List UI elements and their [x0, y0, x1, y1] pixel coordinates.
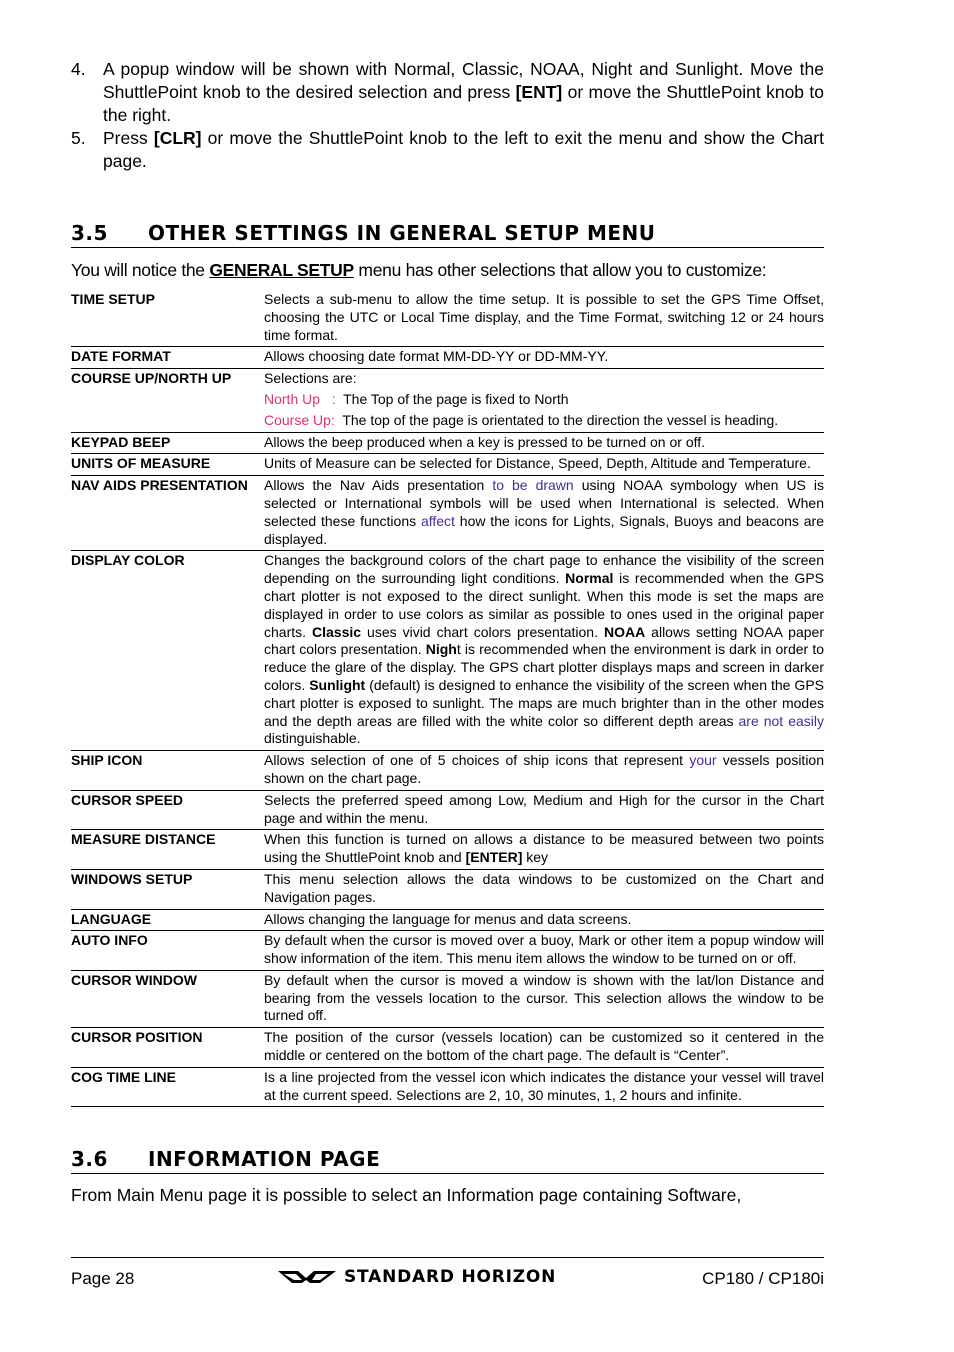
- section-number: 3.5: [71, 221, 108, 245]
- setting-name: COURSE UP/NORTH UP: [71, 369, 264, 432]
- setting-name: NAV AIDS PRESENTATION: [71, 476, 264, 551]
- text-run: Allows selection of one of 5 choices of ship icons that represent: [264, 752, 690, 769]
- setting-description: [264, 970, 824, 1027]
- standard-horizon-logo-icon: [276, 1268, 338, 1286]
- highlighted-text: to be drawn: [492, 477, 574, 494]
- section-number: 3.6: [71, 1147, 108, 1172]
- setting-row: [71, 369, 824, 432]
- page-footer: [71, 1257, 824, 1298]
- text-run: t is recommended when the environment is dark in order to reduce the glare of the display. The GPS chart plotter displays maps and screen in darker colors.: [264, 641, 824, 693]
- setting-row: [71, 551, 824, 751]
- highlighted-text: your: [689, 752, 717, 769]
- text-run: key: [522, 849, 549, 866]
- setting-name: DISPLAY COLOR: [71, 551, 264, 751]
- text-run: Allows choosing date format MM-DD-YY or DD-MM-YY.: [264, 348, 609, 365]
- setting-row: [71, 1067, 824, 1107]
- setting-row: [71, 931, 824, 971]
- text-run: (default) is designed to enhance the visibility of the screen when the GPS chart plotter is exposed to sunlight. The maps are much brighter than in the other modes and the depth areas are filled with the white color so different depth areas: [264, 676, 824, 729]
- bold-text: Normal: [565, 570, 614, 587]
- text-run: Selections are:: [264, 370, 357, 387]
- setting-description: [264, 931, 824, 971]
- text-run: using NOAA symbology when US is selected or International symbols will be used when International is selected. When selected these functions: [264, 477, 824, 529]
- brand-logo: [276, 1267, 556, 1287]
- section-intro: [71, 260, 824, 281]
- text-run: Allows changing the language for menus and data screens.: [264, 910, 632, 927]
- setting-row: [71, 347, 824, 369]
- numbered-steps: [71, 58, 824, 173]
- option-line: [264, 391, 824, 409]
- setting-description: [264, 1067, 824, 1107]
- bold-text: [ENT]: [515, 82, 563, 102]
- option-label: Course Up:: [264, 411, 335, 428]
- intro-text: You will notice the: [71, 260, 210, 280]
- setting-row: [71, 909, 824, 931]
- step-item: [71, 58, 824, 127]
- setting-description: [264, 454, 824, 476]
- step-number: 5.: [71, 128, 86, 148]
- setting-name: MEASURE DISTANCE: [71, 830, 264, 870]
- section-title: OTHER SETTINGS IN GENERAL SETUP MENU: [148, 221, 656, 245]
- option-text: The top of the page is orientated to the direction the vessel is heading.: [334, 411, 779, 428]
- text-run: how the icons for Lights, Signals, Buoys and beacons are displayed.: [264, 512, 824, 547]
- text-run: Press: [103, 128, 154, 148]
- text-run: Changes the background colors of the chart page to enhance the visibility of the screen depending on the surrounding light conditions.: [264, 552, 824, 587]
- setting-row: [71, 869, 824, 909]
- setting-name: KEYPAD BEEP: [71, 432, 264, 454]
- page-number: Page 28: [71, 1269, 135, 1288]
- text-run: Is a line projected from the vessel icon which indicates the distance your vessel will travel at the current speed. Selections are 2, 10, 30 minutes, 1, 2 hours and infinite.: [264, 1068, 824, 1103]
- text-run: By default when the cursor is moved over a buoy, Mark or other item a popup window will show information of the item. This menu item allows the window to be turned on or off.: [264, 932, 824, 967]
- step-text: [103, 58, 824, 127]
- setting-name: LANGUAGE: [71, 909, 264, 931]
- bold-text: Sunlight: [309, 676, 366, 693]
- option-label: North Up :: [264, 390, 336, 407]
- setting-name: UNITS OF MEASURE: [71, 454, 264, 476]
- text-run: Selects a sub-menu to allow the time setup. It is possible to set the GPS Time Offset, choosing the UTC or Local Time display, and the Time Format, switching 12 or 24 hours time format.: [264, 291, 824, 343]
- text-run: or move the ShuttlePoint knob to the left to exit the menu and show the Chart page.: [103, 128, 824, 171]
- setting-row: [71, 476, 824, 551]
- setting-name: CURSOR SPEED: [71, 790, 264, 830]
- setting-description: [264, 347, 824, 369]
- document-page: [71, 58, 824, 1206]
- setting-row: [71, 432, 824, 454]
- step-number: 4.: [71, 59, 86, 79]
- text-run: A popup window will be shown with Normal, Classic, NOAA, Night and Sunlight. Move the ShuttlePoint knob to the desired selection and press: [103, 59, 824, 102]
- setting-row: [71, 830, 824, 870]
- general-setup-label: GENERAL SETUP: [209, 260, 354, 280]
- setting-name: SHIP ICON: [71, 751, 264, 791]
- step-text: [103, 127, 824, 173]
- setting-description: [264, 790, 824, 830]
- setting-description: [264, 476, 824, 551]
- text-run: Selects the preferred speed among Low, Medium and High for the cursor in the Chart page and within the menu.: [264, 791, 824, 826]
- bold-text: [CLR]: [153, 128, 202, 148]
- setting-row: [71, 790, 824, 830]
- highlighted-text: affect: [420, 512, 455, 529]
- setting-name: TIME SETUP: [71, 290, 264, 347]
- highlighted-text: are not easily: [738, 712, 824, 729]
- setting-name: AUTO INFO: [71, 931, 264, 971]
- setting-name: CURSOR POSITION: [71, 1028, 264, 1068]
- section-heading-3-6: [71, 1147, 824, 1174]
- settings-table: [71, 290, 824, 1107]
- setting-name: WINDOWS SETUP: [71, 869, 264, 909]
- setting-row: [71, 454, 824, 476]
- section-lead: From Main Menu page it is possible to select an Information page containing Software,: [71, 1185, 742, 1206]
- option-line: [264, 412, 824, 430]
- setting-name: DATE FORMAT: [71, 347, 264, 369]
- brand-name: STANDARD HORIZON: [344, 1267, 557, 1287]
- text-run: This menu selection allows the data windows to be customized on the Chart and Navigation pages.: [264, 870, 824, 905]
- text-run: vessels position shown on the chart page.: [264, 752, 825, 786]
- text-run: Allows the Nav Aids presentation: [264, 477, 493, 494]
- model-number: CP180 / CP180i: [702, 1269, 824, 1288]
- setting-description: [264, 830, 824, 870]
- text-run: The position of the cursor (vessels location) can be customized so it centered in the middle or centered on the bottom of the chart page. The default is “Center”.: [264, 1029, 824, 1064]
- text-run: distinguishable.: [264, 730, 361, 747]
- setting-description: [264, 551, 824, 751]
- setting-description: [264, 1028, 824, 1068]
- step-item: [71, 127, 824, 173]
- setting-description: [264, 869, 824, 909]
- bold-text: NOAA: [603, 623, 646, 640]
- bold-text: [ENTER]: [465, 849, 523, 866]
- option-text: The Top of the page is fixed to North: [335, 390, 569, 407]
- setting-row: [71, 751, 824, 791]
- setting-description: [264, 369, 824, 432]
- text-run: Allows the beep produced when a key is pressed to be turned on or off.: [264, 433, 706, 450]
- setting-name: COG TIME LINE: [71, 1067, 264, 1107]
- setting-row: [71, 970, 824, 1027]
- text-run: By default when the cursor is moved a window is shown with the lat/lon Distance and bearing from the vessels location to the cursor. This selection allows the window to be turned off.: [264, 971, 824, 1024]
- setting-row: [71, 290, 824, 347]
- setting-row: [71, 1028, 824, 1068]
- section-heading-3-5: [71, 221, 824, 248]
- intro-text: menu has other selections that allow you to customize:: [353, 260, 767, 280]
- bold-text: Classic: [312, 623, 362, 640]
- setting-name: CURSOR WINDOW: [71, 970, 264, 1027]
- text-run: uses vivid chart colors presentation.: [361, 623, 604, 640]
- text-run: is recommended when the GPS chart plotter is not exposed to the direct sunlight. When this mode is set the maps are displayed in order to use colors as similar as possible to ones used in the original paper charts.: [264, 570, 824, 640]
- setting-description: [264, 909, 824, 931]
- text-run: or move the ShuttlePoint knob to the right.: [103, 82, 824, 125]
- text-run: allows setting NOAA paper chart colors presentation.: [264, 623, 824, 658]
- setting-description: [264, 432, 824, 454]
- bold-text: Nigh: [425, 641, 457, 658]
- setting-description: [264, 751, 824, 791]
- text-run: Units of Measure can be selected for Distance, Speed, Depth, Altitude and Temperature.: [264, 455, 811, 472]
- section-title: INFORMATION PAGE: [148, 1147, 381, 1172]
- setting-description: [264, 290, 824, 347]
- text-run: When this function is turned on allows a distance to be measured between two points using the ShuttlePoint knob and: [264, 831, 824, 866]
